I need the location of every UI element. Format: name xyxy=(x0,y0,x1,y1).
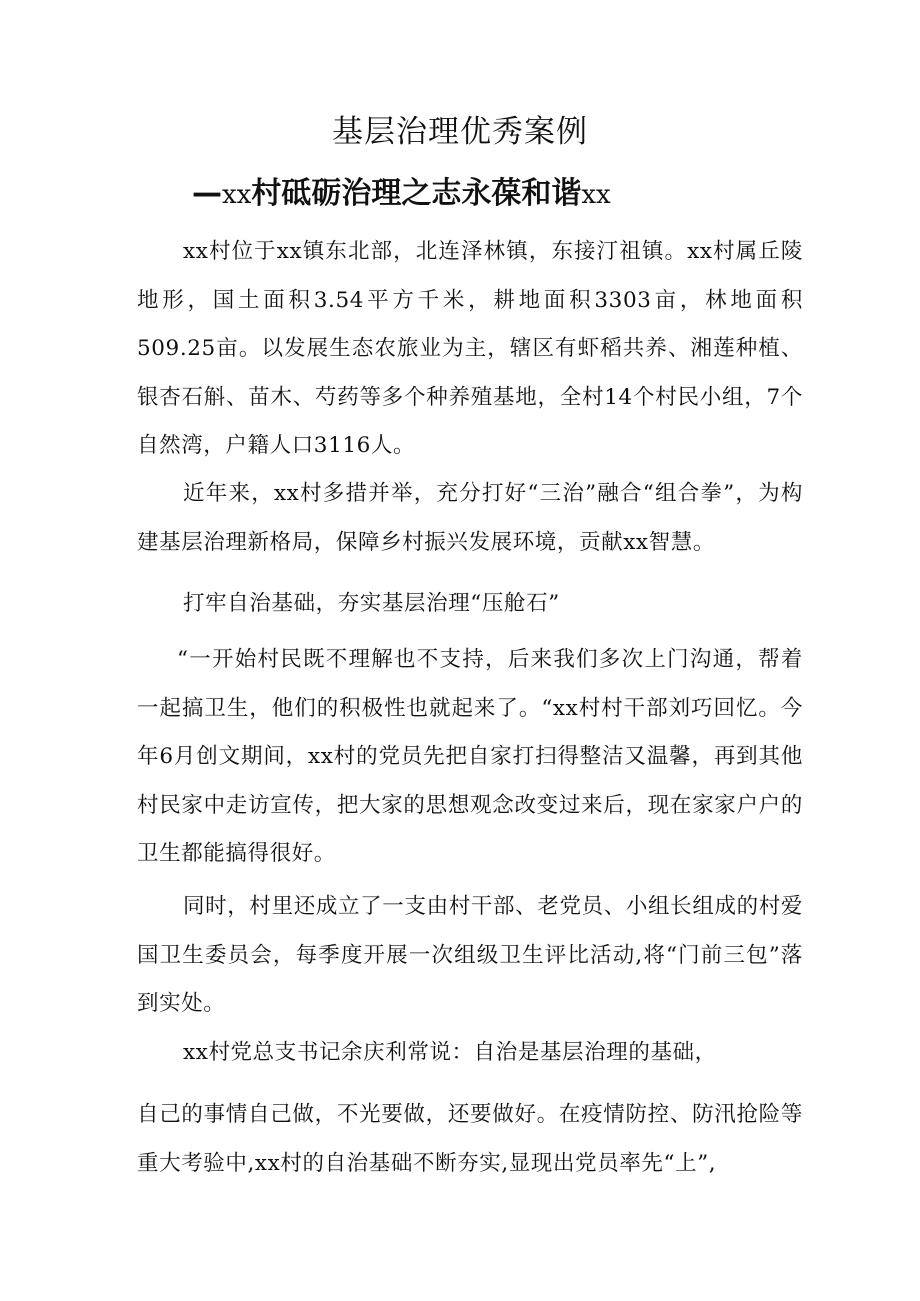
document-title: 基层治理优秀案例 xyxy=(332,114,588,150)
paragraph-village-overview: xx村位于xx镇东北部，北连泽林镇，东接汀祖镇。xx村属丘陵地形，国土面积3.54平方千米，耕地面积3303亩，林地面积509.25亩。以发展生态农旅业为主，辖区有虾稻共养、湘莲种植、银杏石斛、苗木、芍药等多个种养殖基地，全村14个村民小组，7个自然湾，户籍人口3116人。 xyxy=(137,239,803,458)
subtitle-dash: — xyxy=(192,176,222,211)
subtitle-xx-suffix: xx xyxy=(581,180,611,210)
paragraph-self-reliance: 自己的事情自己做，不光要做，还要做好。在疫情防控、防汛抢险等重大考验中,xx村的自治基础不断夯实,显现出党员率先“上”, xyxy=(137,1102,803,1176)
document-subtitle xyxy=(192,170,611,219)
paragraph-health-committee: 同时，村里还成立了一支由村干部、老党员、小组长组成的村爱国卫生委员会，每季度开展一次组级卫生评比活动,将“门前三包”落到实处。 xyxy=(137,894,803,1016)
paragraph-governance-intro: 近年来，xx村多措并举，充分打好“三治”融合“组合拳”，为构建基层治理新格局，保障乡村振兴发展环境，贡献xx智慧。 xyxy=(137,481,803,555)
subtitle-xx-prefix: xx xyxy=(222,180,252,210)
section-heading-self-governance: 打牢自治基础，夯实基层治理“压舱石” xyxy=(183,591,560,616)
subtitle-main: 村砥砺治理之志永葆和谐 xyxy=(251,176,582,211)
paragraph-secretary-quote: xx村党总支书记余庆利常说：自治是基层治理的基础， xyxy=(183,1040,717,1065)
paragraph-quote-cadre: “一开始村民既不理解也不支持，后来我们多次上门沟通，帮着一起搞卫生，他们的积极性也就起来了。“xx村村干部刘巧回忆。今年6月创文期间，xx村的党员先把自家打扫得整洁又温馨，再到其他村民家中走访宣传，把大家的思想观念改变过来后，现在家家户户的卫生都能搞得很好。 xyxy=(137,647,803,866)
